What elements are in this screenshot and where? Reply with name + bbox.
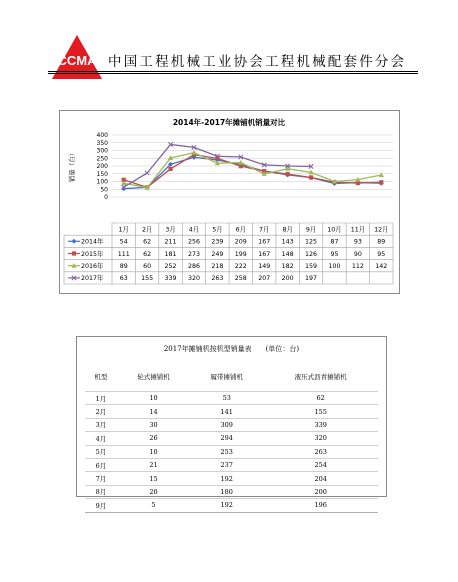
data-label: 218	[211, 263, 224, 270]
table-cell: 5	[117, 499, 190, 512]
x-tick-label: 6月	[235, 226, 246, 234]
data-label: 320	[187, 275, 200, 283]
data-label: 181	[164, 250, 177, 258]
logo-text: CCMA	[57, 53, 97, 68]
sales-by-model-table	[85, 361, 378, 513]
table-cell: 237	[190, 458, 263, 471]
series-point	[168, 167, 172, 171]
x-tick-label: 10月	[327, 226, 342, 234]
table-cell: 309	[190, 418, 263, 431]
table-cell: 294	[190, 432, 263, 445]
data-label: 125	[305, 238, 318, 246]
data-label: 167	[258, 250, 271, 258]
y-tick-label: 200	[96, 163, 108, 171]
data-label: 263	[211, 275, 224, 283]
x-tick-label: 5月	[212, 226, 223, 234]
table-cell: 20	[117, 485, 190, 498]
table-cell: 192	[190, 472, 263, 485]
table-cell: 2月	[85, 405, 117, 418]
y-tick-label: 50	[100, 186, 108, 194]
legend-label: 2016年	[81, 263, 104, 270]
table-row	[85, 499, 378, 512]
table-row	[85, 458, 378, 471]
table-cell: 7月	[85, 472, 117, 485]
table-row	[85, 472, 378, 485]
table-cell: 4月	[85, 432, 117, 445]
data-label: 90	[353, 250, 362, 258]
data-label: 197	[305, 275, 318, 283]
data-label: 126	[305, 250, 318, 258]
header-divider-top	[48, 71, 418, 72]
y-tick-label: 0	[104, 194, 108, 202]
sales-comparison-chart	[59, 110, 400, 294]
x-tick-label: 1月	[118, 226, 129, 234]
col-header-model: 机型	[85, 361, 117, 392]
data-label: 63	[119, 275, 128, 283]
y-tick-label: 100	[96, 178, 108, 186]
table-cell: 1月	[85, 392, 117, 405]
table-body	[85, 392, 378, 513]
table-cell: 9月	[85, 499, 117, 512]
data-label: 62	[143, 250, 152, 258]
data-label: 93	[353, 238, 362, 246]
table-row	[85, 445, 378, 458]
table-cell: 320	[263, 432, 378, 445]
x-tick-label: 9月	[305, 226, 317, 234]
x-tick-label: 7月	[259, 226, 270, 234]
table-cell: 3月	[85, 418, 117, 431]
table-cell: 62	[263, 392, 378, 405]
series-line	[124, 157, 382, 188]
data-label: 211	[164, 238, 177, 246]
table-row	[85, 392, 378, 405]
y-tick-label: 300	[96, 147, 108, 155]
legend-label: 2017年	[81, 275, 104, 283]
table-cell: 204	[263, 472, 378, 485]
table-cell: 15	[117, 472, 190, 485]
data-label: 100	[328, 263, 341, 270]
data-label: 60	[143, 263, 152, 270]
y-axis-label: 销量（台）	[68, 149, 76, 183]
chart-title: 2014年-2017年摊铺机销量对比	[172, 118, 286, 127]
x-tick-label: 11月	[350, 226, 366, 234]
series-line	[124, 155, 382, 188]
data-label: 252	[164, 263, 177, 270]
table-row	[85, 432, 378, 445]
sales-by-model-section	[76, 336, 387, 510]
table-cell: 6月	[85, 458, 117, 471]
table-cell: 53	[190, 392, 263, 405]
table-cell: 14	[117, 405, 190, 418]
data-label: 89	[119, 263, 128, 270]
col-header-wheeled: 轮式摊铺机	[117, 361, 190, 392]
data-label: 112	[351, 263, 364, 270]
table-row	[85, 418, 378, 431]
header-divider-bottom	[48, 73, 418, 74]
table-cell: 180	[190, 485, 263, 498]
table-cell: 10	[117, 445, 190, 458]
data-label: 149	[258, 263, 271, 270]
data-label: 111	[117, 250, 130, 258]
data-label: 155	[141, 275, 154, 283]
table-title: 2017年摊铺机按机型销量表	[163, 345, 252, 353]
table-header-row	[85, 361, 378, 392]
col-header-hydraulic: 液压式沥青摊铺机	[263, 361, 378, 392]
table-cell: 21	[117, 458, 190, 471]
x-tick-label: 12月	[374, 226, 389, 234]
x-tick-label: 8月	[282, 226, 293, 234]
table-cell: 253	[190, 445, 263, 458]
data-label: 200	[281, 275, 294, 283]
x-tick-label: 4月	[188, 226, 200, 234]
data-label: 167	[258, 238, 271, 246]
y-tick-label: 400	[96, 132, 108, 140]
table-unit: (单位：台)	[265, 345, 300, 353]
y-tick-label: 350	[96, 139, 108, 147]
table-cell: 26	[117, 432, 190, 445]
table-cell: 200	[263, 485, 378, 498]
data-label: 249	[211, 250, 224, 258]
data-label: 182	[281, 263, 294, 270]
data-label: 286	[187, 263, 200, 270]
legend-label: 2015年	[81, 250, 104, 258]
table-cell: 30	[117, 418, 190, 431]
table-cell: 254	[263, 458, 378, 471]
x-tick-label: 2月	[141, 226, 153, 234]
x-tick-label: 3月	[165, 226, 176, 234]
data-label: 148	[281, 250, 294, 258]
series-point	[379, 172, 384, 177]
data-label: 143	[281, 238, 294, 246]
table-cell: 5月	[85, 445, 117, 458]
data-label: 209	[234, 238, 247, 246]
table-cell: 339	[263, 418, 378, 431]
data-label: 207	[258, 275, 271, 283]
organization-title: 中国工程机械工业协会工程机械配套件分会	[108, 54, 407, 70]
y-tick-label: 250	[96, 155, 108, 163]
data-label: 239	[211, 238, 224, 246]
data-label: 222	[234, 263, 247, 270]
table-row	[85, 485, 378, 498]
table-cell: 141	[190, 405, 263, 418]
y-tick-label: 150	[96, 170, 108, 178]
data-label: 159	[305, 263, 318, 270]
legend-label: 2014年	[81, 238, 104, 246]
table-cell: 192	[190, 499, 263, 512]
series-point	[286, 172, 290, 176]
data-label: 89	[377, 238, 386, 246]
series-point	[309, 175, 313, 179]
data-label: 142	[375, 263, 388, 270]
data-label: 95	[377, 250, 386, 258]
table-title-row	[77, 344, 386, 354]
data-label: 273	[187, 250, 200, 258]
table-cell: 263	[263, 445, 378, 458]
series-point	[72, 251, 76, 255]
table-cell: 196	[263, 499, 378, 512]
col-header-tracked: 履带摊铺机	[190, 361, 263, 392]
series-point	[72, 239, 77, 244]
table-cell: 155	[263, 405, 378, 418]
data-label: 54	[119, 238, 128, 246]
table-cell: 8月	[85, 485, 117, 498]
series-point	[379, 180, 383, 184]
data-label: 95	[330, 250, 339, 258]
table-cell: 10	[117, 392, 190, 405]
data-label: 256	[187, 238, 200, 246]
data-label: 258	[234, 275, 247, 283]
data-label: 87	[330, 238, 339, 246]
table-row	[85, 405, 378, 418]
data-label: 199	[234, 250, 247, 258]
data-label: 62	[143, 238, 152, 246]
data-label: 339	[164, 275, 177, 283]
chart-canvas	[60, 111, 399, 293]
series-point	[239, 164, 243, 168]
